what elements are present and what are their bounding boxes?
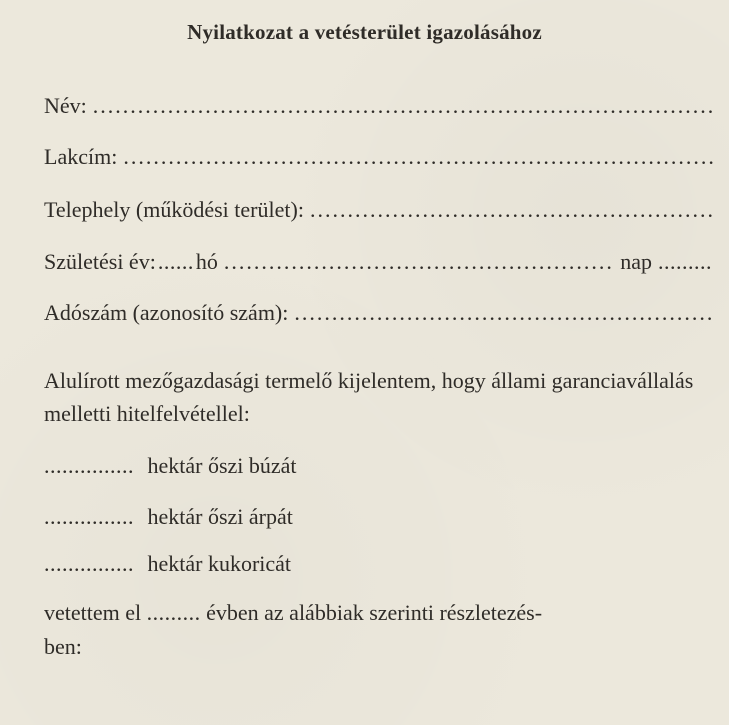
crop-fill: ............... — [44, 504, 134, 529]
closing-prefix: vetettem el — [44, 600, 142, 625]
address-label: Lakcím: — [44, 144, 118, 169]
month-label: hó — [195, 249, 218, 274]
name-field — [44, 92, 714, 120]
site-fill-line — [310, 196, 714, 224]
closing-suffix: évben az alábbiak szerinti részletezés- — [206, 600, 543, 625]
birth-label: Születési év: — [44, 249, 156, 274]
site-label: Telephely (működési terület): — [44, 197, 304, 222]
closing-line — [44, 599, 542, 627]
crop-item — [44, 452, 297, 480]
address-field — [44, 143, 714, 171]
birth-year-fill: ...... — [157, 249, 194, 274]
birth-field — [44, 248, 714, 276]
site-field — [44, 196, 714, 224]
month-fill-line — [224, 248, 614, 276]
crop-item — [44, 503, 293, 531]
crop-text: hektár kukoricát — [147, 551, 292, 576]
document-title: Nyilatkozat a vetésterület igazolásához — [187, 20, 542, 44]
name-label: Név: — [44, 93, 87, 118]
crop-item — [44, 550, 291, 578]
tax-field — [44, 299, 714, 327]
statement-paragraph: Alulírott mezőgazdasági termelő kijelentem, hogy állami garanciavállalás melletti hitelfelvétellel: — [44, 368, 694, 426]
tax-fill-line — [294, 299, 714, 327]
crop-fill: ............... — [44, 453, 134, 478]
tax-label: Adószám (azonosító szám): — [44, 300, 289, 325]
closing-end-line: ben: — [44, 634, 82, 659]
name-fill-line — [93, 92, 714, 120]
closing-year-fill: ......... — [146, 600, 201, 625]
day-fill: ......... — [658, 249, 712, 274]
crop-text: hektár őszi árpát — [147, 504, 293, 529]
day-label: nap — [620, 249, 652, 274]
crop-fill: ............... — [44, 551, 134, 576]
address-fill-line — [123, 143, 714, 171]
crop-text: hektár őszi búzát — [147, 453, 297, 478]
